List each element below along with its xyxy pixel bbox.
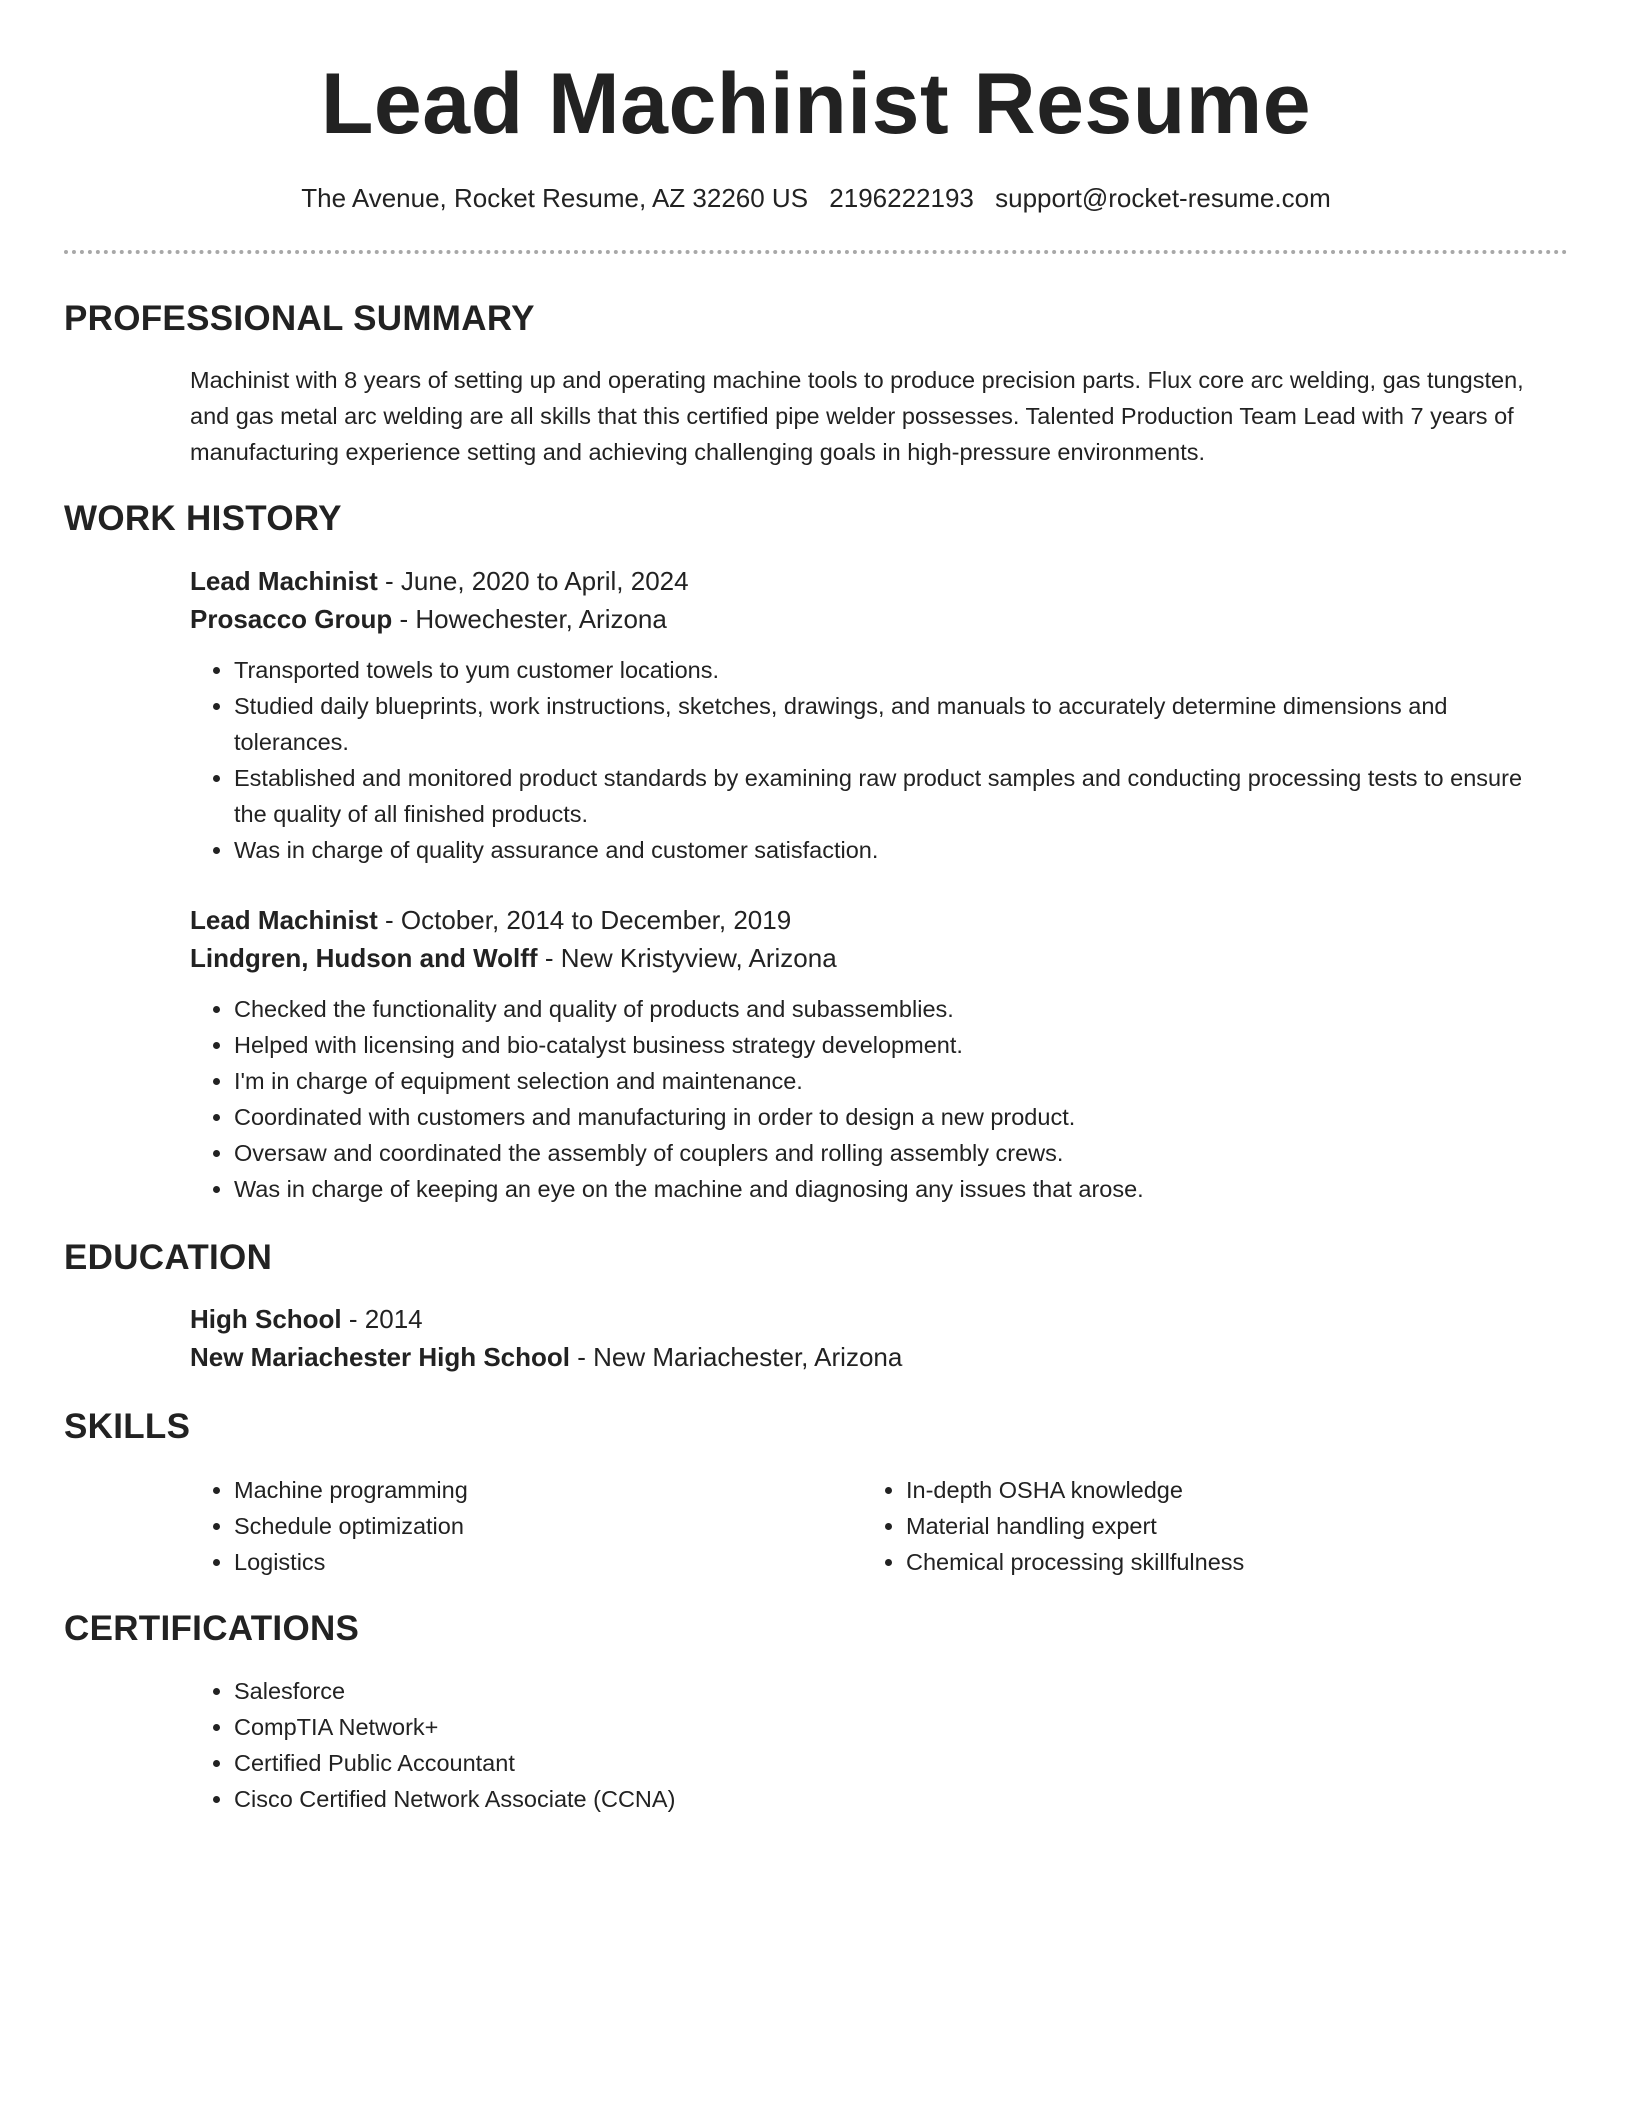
certification-item: • Cisco Certified Network Associate (CCNA) bbox=[234, 1781, 1550, 1817]
list-item: • Oversaw and coordinated the assembly of couplers and rolling assembly crews. bbox=[234, 1135, 1550, 1171]
job-dates: - October, 2014 to December, 2019 bbox=[377, 905, 792, 935]
list-item: • Helped with licensing and bio-catalyst business strategy development. bbox=[234, 1027, 1550, 1063]
certifications-block bbox=[190, 1673, 1550, 1817]
job-title-line bbox=[190, 562, 1550, 600]
job-location: - Howechester, Arizona bbox=[392, 604, 667, 634]
skills-list bbox=[862, 1472, 1482, 1580]
job-entry bbox=[190, 901, 1550, 1207]
job-entry bbox=[190, 562, 1550, 868]
list-item: • I'm in charge of equipment selection and maintenance. bbox=[234, 1063, 1550, 1099]
skills-list bbox=[190, 1472, 810, 1580]
contact-line bbox=[0, 182, 1632, 214]
education-entry bbox=[190, 1300, 1550, 1376]
list-item: • Was in charge of keeping an eye on the machine and diagnosing any issues that arose. bbox=[234, 1171, 1550, 1207]
job-title-line bbox=[190, 901, 1550, 939]
skill-item: • Chemical processing skillfulness bbox=[906, 1544, 1482, 1580]
summary-block bbox=[190, 362, 1550, 470]
header-divider bbox=[64, 250, 1568, 254]
job-bullets bbox=[190, 991, 1550, 1207]
job-location: - New Kristyview, Arizona bbox=[537, 943, 837, 973]
job-title: Lead Machinist bbox=[190, 566, 378, 596]
job-company-line bbox=[190, 939, 1550, 977]
list-item: • Checked the functionality and quality of products and subassemblies. bbox=[234, 991, 1550, 1027]
job-dates: - June, 2020 to April, 2024 bbox=[377, 566, 689, 596]
skill-item: • Material handling expert bbox=[906, 1508, 1482, 1544]
skills-column-right bbox=[862, 1472, 1482, 1580]
section-heading-education: EDUCATION bbox=[64, 1238, 273, 1277]
education-degree-line bbox=[190, 1300, 1550, 1338]
job-title: Lead Machinist bbox=[190, 905, 378, 935]
education-school: New Mariachester High School bbox=[190, 1342, 570, 1372]
skill-item: • Schedule optimization bbox=[234, 1508, 810, 1544]
section-heading-summary: PROFESSIONAL SUMMARY bbox=[64, 299, 535, 338]
list-item: • Was in charge of quality assurance and customer satisfaction. bbox=[234, 832, 1550, 868]
list-item: • Studied daily blueprints, work instructions, sketches, drawings, and manuals to accurately determine dimensions and tolerances. bbox=[234, 688, 1550, 760]
summary-text: Machinist with 8 years of setting up and operating machine tools to produce precision parts. Flux core arc welding, gas tungsten, and gas metal arc welding are all skills that this certified pipe welder possesses. Talented Production Team Lead with 7 years of manufacturing experience setting and achieving challenging goals in high-pressure environments. bbox=[190, 367, 1524, 465]
section-heading-work: WORK HISTORY bbox=[64, 499, 342, 538]
page-title: Lead Machinist Resume bbox=[320, 56, 1312, 152]
contact-phone: 2196222193 bbox=[829, 183, 974, 213]
skill-item: • In-depth OSHA knowledge bbox=[906, 1472, 1482, 1508]
certification-item: • Salesforce bbox=[234, 1673, 1550, 1709]
section-heading-skills: SKILLS bbox=[64, 1407, 191, 1446]
contact-email: support@rocket-resume.com bbox=[995, 183, 1331, 213]
list-item: • Transported towels to yum customer locations. bbox=[234, 652, 1550, 688]
resume-header bbox=[0, 0, 1632, 214]
education-year: - 2014 bbox=[341, 1304, 423, 1334]
contact-address: The Avenue, Rocket Resume, AZ 32260 US bbox=[301, 183, 809, 213]
education-school-line bbox=[190, 1338, 1550, 1376]
certification-item: • CompTIA Network+ bbox=[234, 1709, 1550, 1745]
skill-item: • Logistics bbox=[234, 1544, 810, 1580]
list-item: • Established and monitored product standards by examining raw product samples and conducting processing tests to ensure the quality of all finished products. bbox=[234, 760, 1550, 832]
certifications-list bbox=[190, 1673, 1550, 1817]
list-item: • Coordinated with customers and manufacturing in order to design a new product. bbox=[234, 1099, 1550, 1135]
job-company-line bbox=[190, 600, 1550, 638]
job-company: Lindgren, Hudson and Wolff bbox=[190, 943, 538, 973]
skills-column-left bbox=[190, 1472, 810, 1580]
job-bullets bbox=[190, 652, 1550, 868]
job-company: Prosacco Group bbox=[190, 604, 393, 634]
education-degree: High School bbox=[190, 1304, 342, 1334]
section-heading-certifications: CERTIFICATIONS bbox=[64, 1609, 360, 1648]
education-location: - New Mariachester, Arizona bbox=[569, 1342, 903, 1372]
skill-item: • Machine programming bbox=[234, 1472, 810, 1508]
certification-item: • Certified Public Accountant bbox=[234, 1745, 1550, 1781]
